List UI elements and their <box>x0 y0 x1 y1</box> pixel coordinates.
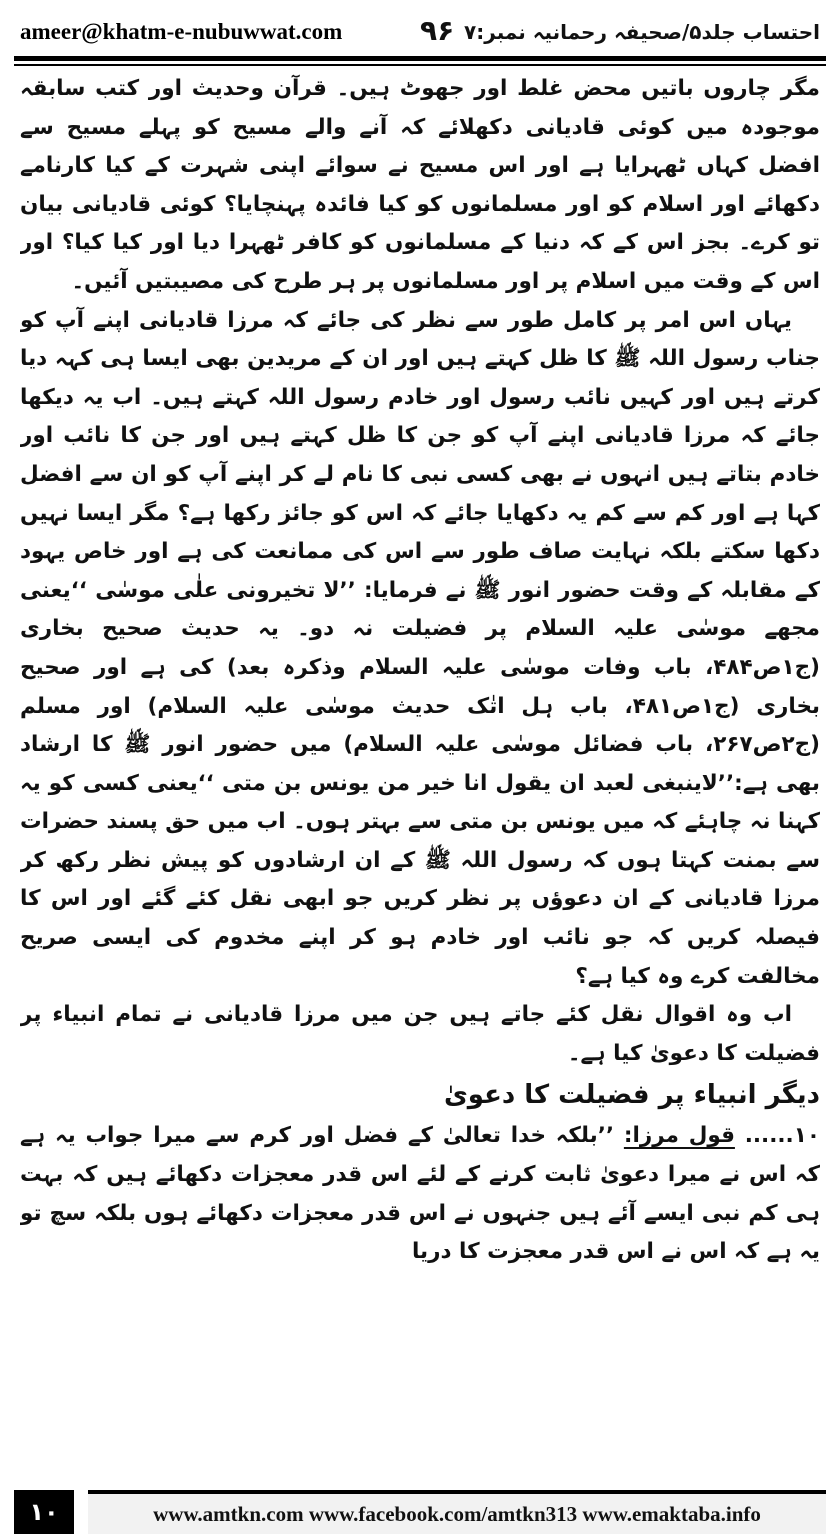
footer-links[interactable]: www.amtkn.com www.facebook.com/amtkn313 www.emaktaba.info <box>153 1501 761 1526</box>
section-heading: دیگر انبیاء پر فضیلت کا دعویٰ <box>443 1080 820 1111</box>
quote-paragraph <box>20 1117 820 1271</box>
footer-page-number: ۱۰ <box>14 1490 74 1534</box>
header-email[interactable]: ameer@khatm-e-nubuwwat.com <box>20 19 343 44</box>
page-number: ۹۶ <box>420 14 455 47</box>
page-header <box>20 14 820 50</box>
paragraph-2: یہاں اس امر پر کامل طور سے نظر کی جائے کہ مرزا قادیانی اپنے آپ کو جناب رسول اللہ ﷺ کا ظل کہتے ہیں اور ان کے مریدین بھی ایسا ہی کہہ دیا کرتے ہیں اور کہیں نائب رسول اور خادم رسول اللہ کہتے ہیں۔ اب یہ دیکھا جائے کہ مرزا قادیانی اپنے آپ کو جن کا ظل کہتے ہیں اور جن کا نائب اور خادم بتاتے ہیں انہوں نے بھی کسی نبی کا نام لے کر اپنے آپ کو ان سے افضل کہا ہے اور کم سے کم یہ دکھایا جائے کہ اس کو جائز رکھا ہے؟ مگر ایسا نہیں دکھا سکتے بلکہ نہایت صاف طور سے اس کی ممانعت کی ہے اور خاص یہود کے مقابلہ کے وقت حضور انور ﷺ نے فرمایا: ’’لا تخیرونی علٰی موسٰی ‘‘یعنی مجھے موسٰی علیہ السلام پر فضیلت نہ دو۔ یہ حدیث صحیح بخاری (ج۱ص۴۸۴، باب وفات موسٰی علیہ السلام وذکرہ بعد) کی ہے اور صحیح بخاری (ج۱ص۴۸۱، باب ہل اتٰک حدیث موسٰی علیہ السلام) اور مسلم (ج۲ص۲۶۷، باب فضائل موسٰی علیہ السلام) میں حضور انور ﷺ کا ارشاد بھی ہے:’’لاینبغی لعبد ان یقول انا خیر من یونس بن متی ‘‘یعنی کسی کو یہ کہنا نہ چاہئے کہ میں یونس بن متی سے بہتر ہوں۔ اب میں حق پسند حضرات سے بمنت کہتا ہوں کہ رسول اللہ ﷺ کے ان ارشادوں کو پیش نظر رکھ کر مرزا قادیانی کے ان دعوؤں پر نظر کریں جو ابھی نقل کئے گئے اور اس کا فیصلہ کریں کہ جو نائب اور خادم ہو کر اپنے مخدوم کی ایسی صریح مخالفت کرے وہ کیا ہے؟ <box>20 307 820 989</box>
header-rule-thick <box>14 56 826 61</box>
quote-number: ۱۰...... <box>744 1123 820 1149</box>
running-title: احتساب جلد۵/صحیفہ رحمانیہ نمبر:۷ <box>464 20 820 44</box>
footer-bar <box>88 1490 826 1534</box>
page-footer <box>14 1490 826 1534</box>
paragraph-3: اب وہ اقوال نقل کئے جاتے ہیں جن میں مرزا قادیانی نے تمام انبیاء پر فضیلت کا دعویٰ کیا ہے۔ <box>20 1002 820 1066</box>
quote-text: ’’بلکہ خدا تعالیٰ کے فضل اور کرم سے میرا جواب یہ ہے کہ اس نے میرا دعویٰ ثابت کرنے کے لئے اس قدر معجزات دکھائے ہیں کہ بہت ہی کم نبی ایسے آئے ہیں جنہوں نے اس قدر معجزات دکھائے ہوں بلکہ سچ تو یہ ہے کہ اس نے اس قدر معجزت کا دریا <box>20 1123 820 1265</box>
page-body <box>20 70 820 1470</box>
header-rule-thin <box>14 64 826 66</box>
quote-label: قول مرزا: <box>623 1123 735 1149</box>
paragraph-1: مگر چاروں باتیں محض غلط اور جھوٹ ہیں۔ قرآن وحدیث اور کتب سابقہ موجودہ میں کوئی قادیانی دکھلائے کہ آنے والے مسیح کو پہلے مسیح سے افضل کہاں ٹھہرایا ہے اور اس مسیح نے سوائے اپنی شہرت کے کیا کارنامے دکھائے اور اسلام کو اور مسلمانوں کو کیا فائدہ پہنچایا؟ کوئی قادیانی بیان تو کرے۔ بجز اس کے کہ دنیا کے مسلمانوں کو کافر ٹھہرا دیا اور کیا کیا؟ اور اس کے وقت میں اسلام پر اور مسلمانوں پر ہر طرح کی مصیبتیں آئیں۔ <box>20 76 820 294</box>
